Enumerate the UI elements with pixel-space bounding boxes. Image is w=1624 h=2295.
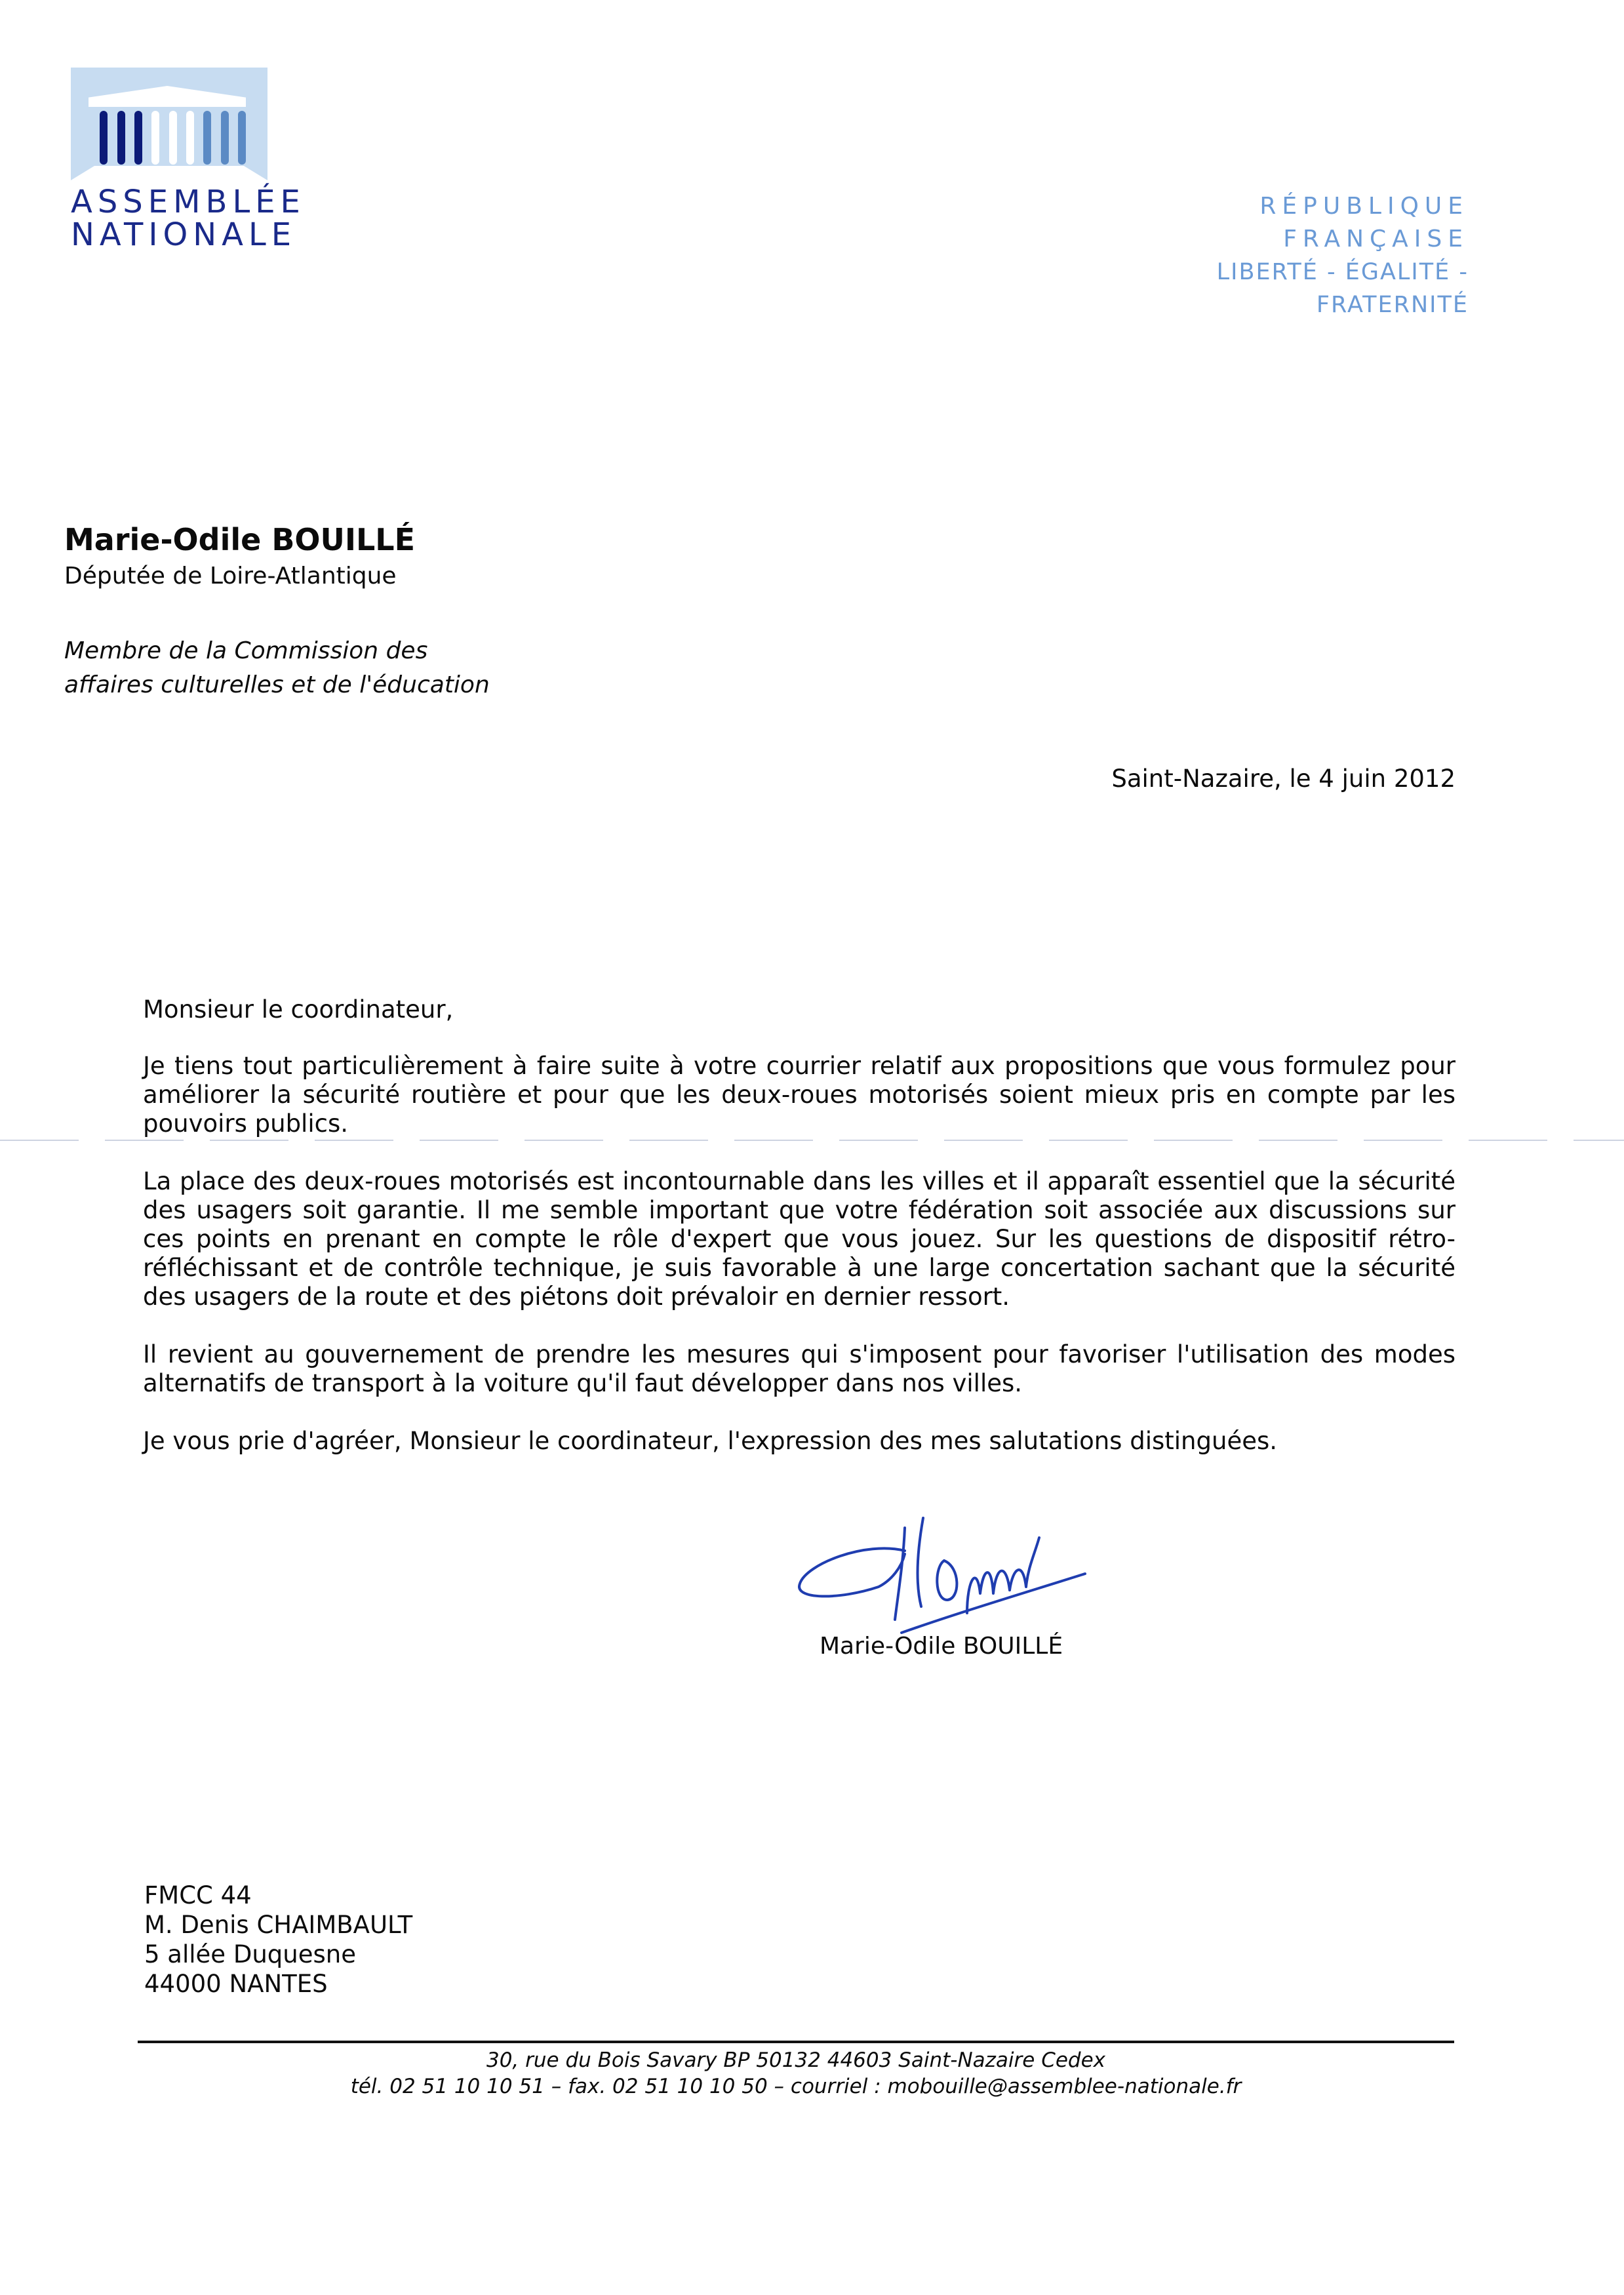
assemblee-nationale-logo bbox=[71, 68, 306, 253]
letter-paragraph: La place des deux-roues motorisés est incontournable dans les villes et il apparaît essentiel que la sécurité des usagers soit garantie. Il me semble important que votre fédération soit associée aux discussions sur ces points en prenant en compte le rôle d'expert que vous jouez. Sur les questions de dispositif rétro-réfléchissant et de contrôle technique, je suis favorable à une large concertation sachant que la sécurité des usagers de la route et des piétons doit prévaloir en dernier ressort. bbox=[143, 1167, 1456, 1311]
logo-column bbox=[117, 111, 125, 165]
logo-column bbox=[134, 111, 142, 165]
handwritten-signature bbox=[787, 1502, 1101, 1652]
logo-base bbox=[71, 166, 267, 180]
letter-body bbox=[143, 995, 1456, 1485]
logo-column bbox=[169, 111, 177, 165]
logo-column bbox=[151, 111, 159, 165]
commission-line2: affaires culturelles et de l'éducation bbox=[64, 671, 490, 698]
logo-column bbox=[221, 111, 229, 165]
sender-role: Députée de Loire-Atlantique bbox=[64, 563, 397, 589]
footer-address: 30, rue du Bois Savary BP 50132 44603 Saint-Nazaire Cedex bbox=[486, 2048, 1106, 2072]
signature-stroke bbox=[917, 1518, 923, 1606]
logo-text-line2: NATIONALE bbox=[71, 216, 297, 253]
letter-salutation: Monsieur le coordinateur, bbox=[143, 995, 454, 1024]
logo-column bbox=[100, 111, 108, 165]
signature-stroke bbox=[937, 1561, 957, 1600]
sender-commission bbox=[64, 634, 490, 702]
sender-name: Marie-Odile BOUILLÉ bbox=[64, 522, 416, 557]
commission-line1: Membre de la Commission des bbox=[64, 637, 428, 664]
republic-motto: LIBERTÉ - ÉGALITÉ - FRATERNITÉ bbox=[1216, 259, 1469, 318]
letter-paragraph: Je tiens tout particulièrement à faire suite à votre courrier relatif aux propositions que vous formulez pour améliorer la sécurité routière et pour que les deux-roues motorisés soient mieux pris en compte par les pouvoirs publics. bbox=[143, 1052, 1456, 1138]
recipient-name: M. Denis CHAIMBAULT bbox=[144, 1911, 413, 1939]
letter-paragraph: Il revient au gouvernement de prendre les mesures qui s'imposent pour favoriser l'utilisation des modes alternatifs de transport à la voiture qu'il faut développer dans nos villes. bbox=[143, 1340, 1456, 1397]
signature-stroke bbox=[1010, 1538, 1039, 1590]
recipient-address bbox=[144, 1881, 412, 1999]
signer-name: Marie-Odile BOUILLÉ bbox=[820, 1633, 1063, 1660]
logo-column bbox=[203, 111, 211, 165]
letter-date: Saint-Nazaire, le 4 juin 2012 bbox=[1111, 765, 1456, 793]
signature-stroke bbox=[895, 1528, 905, 1620]
republic-header bbox=[1075, 190, 1469, 321]
footer bbox=[138, 2047, 1454, 2100]
signature-stroke bbox=[799, 1548, 905, 1596]
republic-title: RÉPUBLIQUE FRANÇAISE bbox=[1259, 193, 1469, 252]
footer-divider bbox=[138, 2041, 1454, 2043]
sender-block bbox=[64, 520, 490, 702]
logo-column bbox=[238, 111, 246, 165]
recipient-org: FMCC 44 bbox=[144, 1881, 252, 1909]
logo-column bbox=[186, 111, 194, 165]
recipient-street: 5 allée Duquesne bbox=[144, 1940, 356, 1968]
footer-contact: tél. 02 51 10 10 51 – fax. 02 51 10 10 50 – courriel : mobouille@assemblee-nationale.fr bbox=[350, 2075, 1242, 2098]
signature-stroke bbox=[967, 1571, 1010, 1613]
recipient-city: 44000 NANTES bbox=[144, 1970, 328, 1998]
logo-text-line1: ASSEMBLÉE bbox=[71, 184, 306, 220]
letter-closing: Je vous prie d'agréer, Monsieur le coordinateur, l'expression des mes salutations distinguées. bbox=[143, 1427, 1278, 1455]
